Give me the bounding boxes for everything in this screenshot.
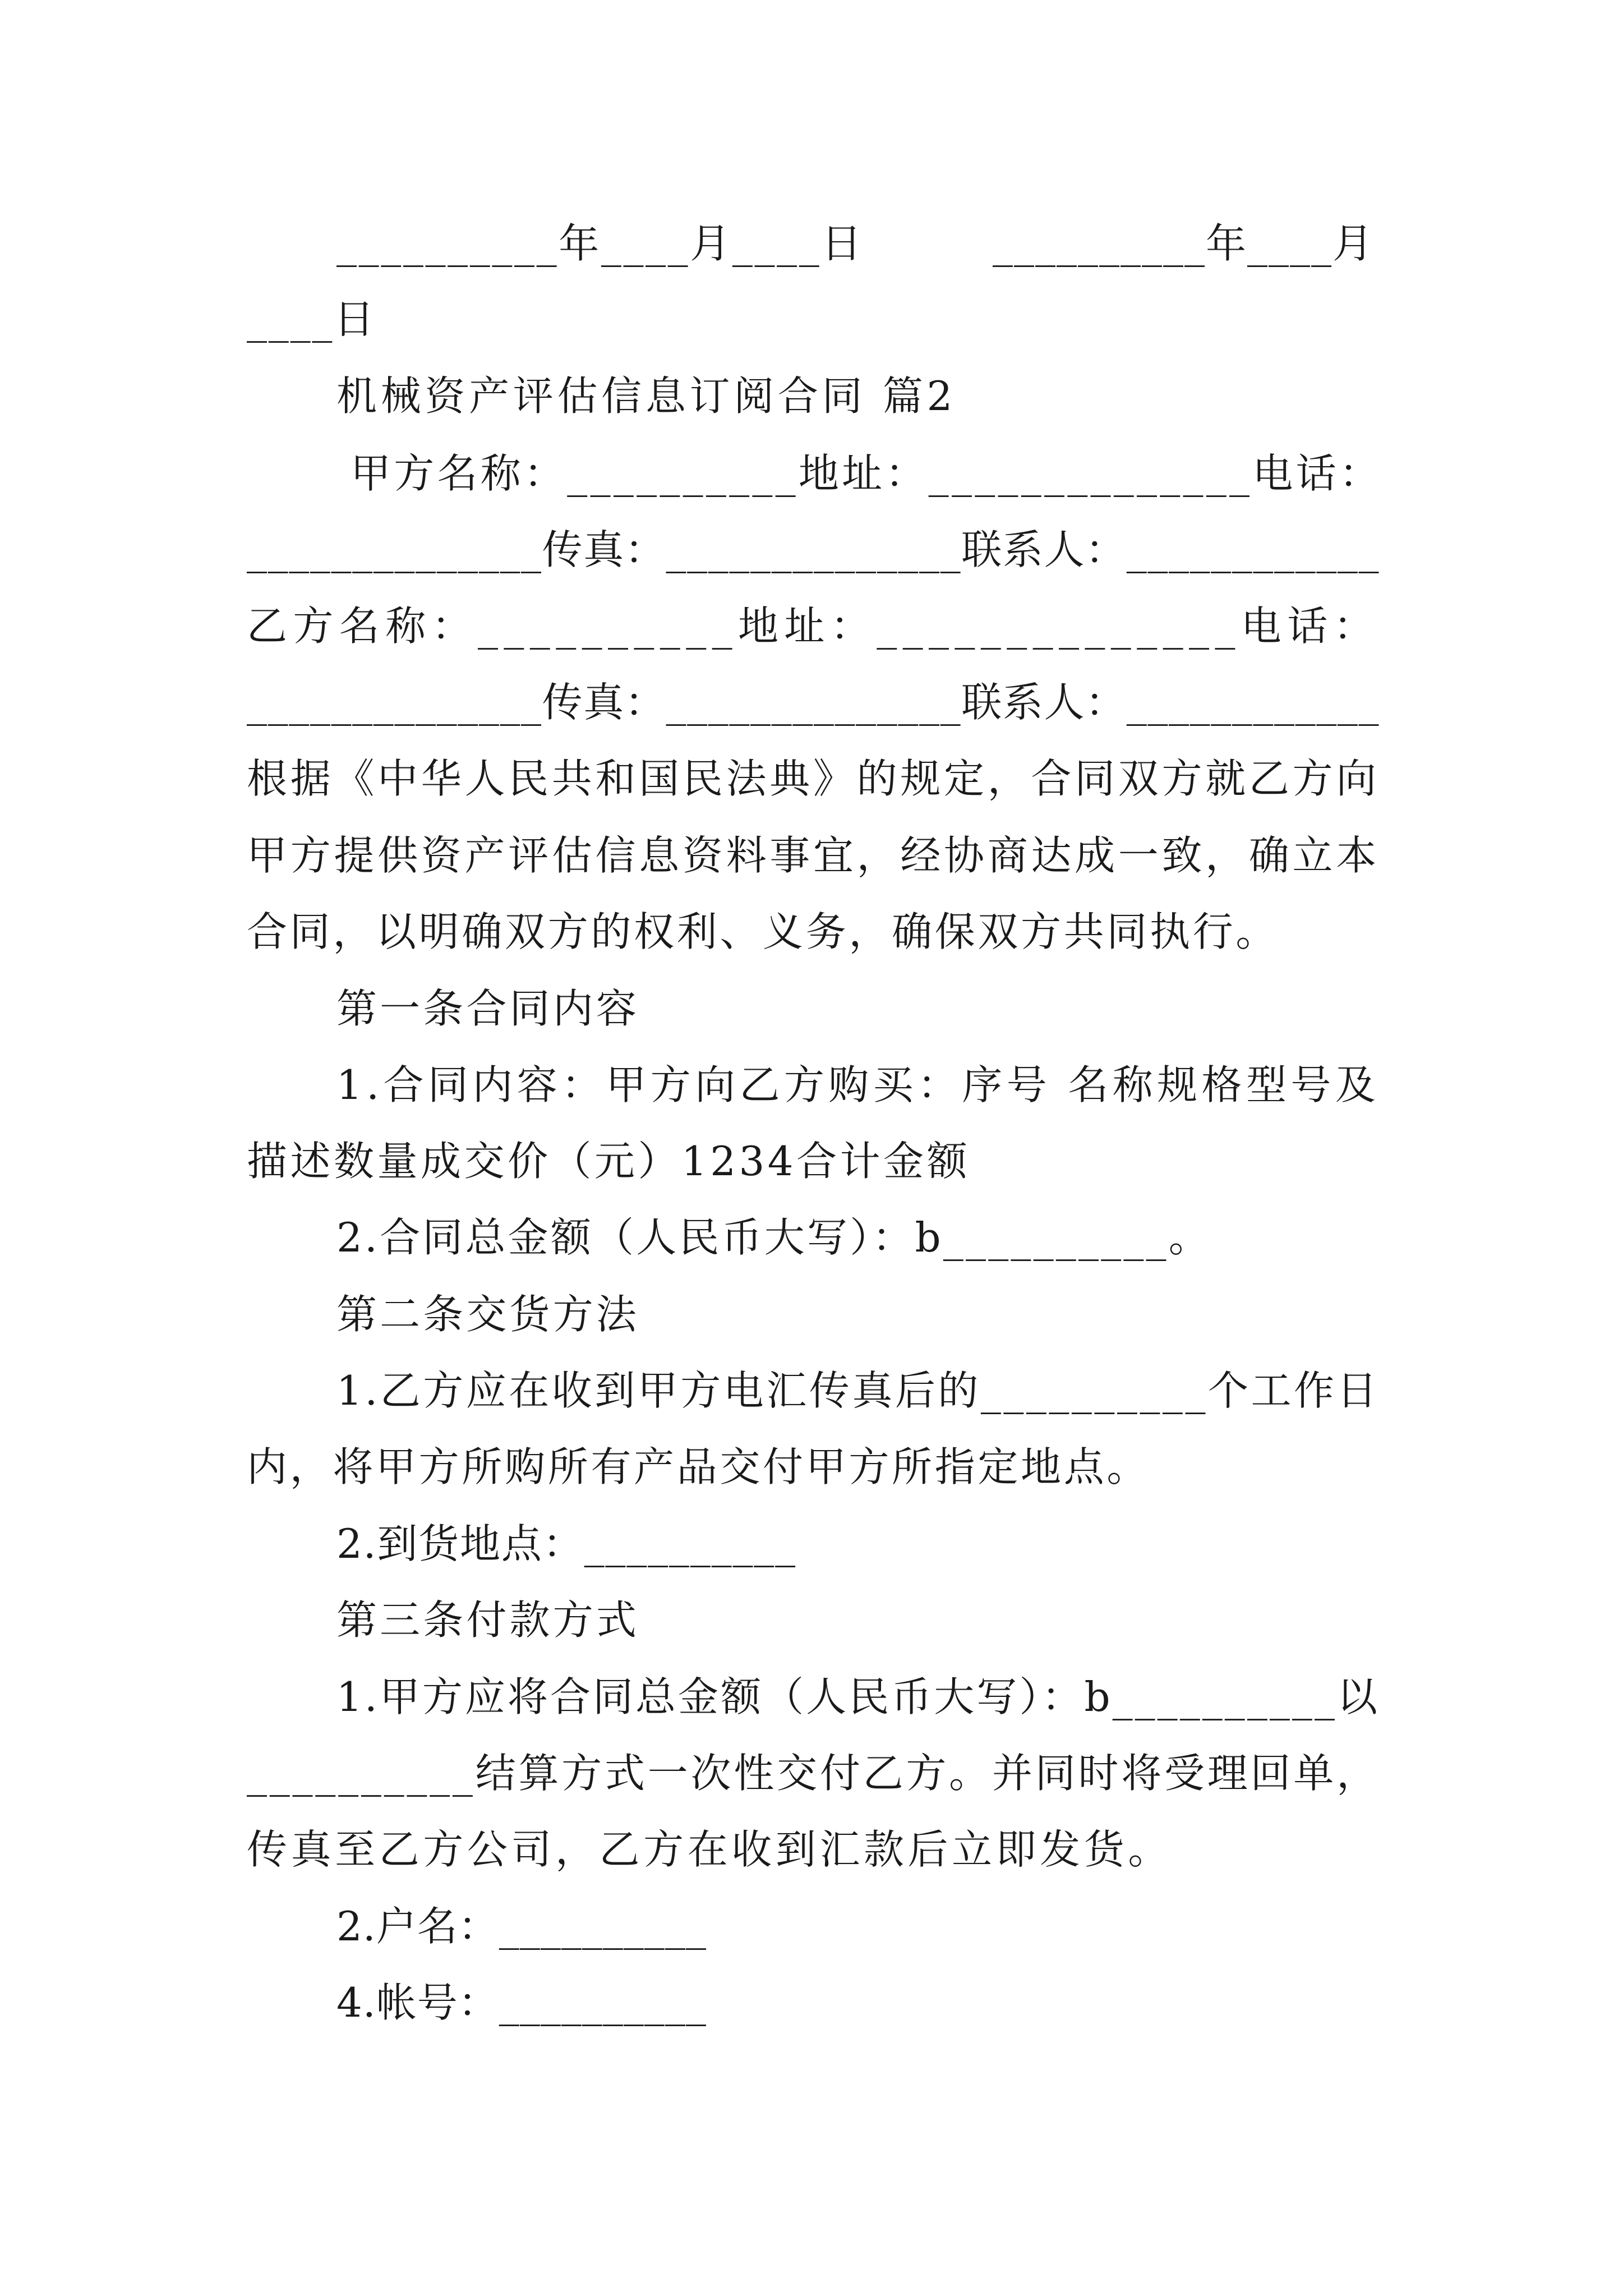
- preamble-line-1: 根据《中华人民共和国民法典》的规定，合同双方就乙方向: [247, 755, 1380, 802]
- article-3-heading: 第三条付款方式: [336, 1596, 639, 1644]
- article-3-item-4: 4.帐号：__________: [336, 1979, 707, 2026]
- party-a-line-1: 甲方名称：__________地址：______________电话：: [351, 450, 1383, 497]
- article-2-item-2: 2.到货地点：__________: [336, 1520, 796, 1567]
- article-3-item-1-line-2: __________结算方式一次性交付乙方。并同时将受理回单，: [247, 1750, 1380, 1797]
- preamble-line-2: 甲方提供资产评估信息资料事宜，经协商达成一致，确立本: [247, 832, 1380, 879]
- party-b-line-2: ______________传真：______________联系人：____________: [247, 679, 1380, 726]
- signature-date-left: __________年____月____日: [336, 220, 864, 267]
- party-b-line-1: 乙方名称：__________地址：______________电话：: [247, 602, 1380, 650]
- article-1-item-1-line-2: 描述数量成交价（元）1234合计金额: [247, 1138, 971, 1185]
- article-2-heading: 第二条交货方法: [336, 1291, 639, 1338]
- article-1-item-1-line-1: 1.合同内容：甲方向乙方购买：序号 名称规格型号及: [336, 1061, 1380, 1108]
- contract-title: 机械资产评估信息订阅合同 篇2: [336, 372, 957, 420]
- preamble-line-3: 合同，以明确双方的权利、义务，确保双方共同执行。: [247, 908, 1279, 955]
- article-1-item-2: 2.合同总金额（人民币大写）：b__________。: [336, 1214, 1211, 1261]
- article-3-item-1-line-1: 1.甲方应将合同总金额（人民币大写）：b__________以: [336, 1673, 1380, 1720]
- signature-date-wrap: ____日: [247, 296, 376, 343]
- article-2-item-1-line-1: 1.乙方应在收到甲方电汇传真后的__________个工作日: [336, 1367, 1380, 1414]
- party-a-line-2: ______________传真：______________联系人：____________: [247, 526, 1380, 573]
- article-3-item-1-line-3: 传真至乙方公司，乙方在收到汇款后立即发货。: [247, 1826, 1172, 1873]
- article-1-heading: 第一条合同内容: [336, 985, 639, 1032]
- article-3-item-2: 2.户名：__________: [336, 1903, 707, 1950]
- article-2-item-1-line-2: 内，将甲方所购所有产品交付甲方所指定地点。: [247, 1443, 1150, 1490]
- signature-date-right: __________年____月: [993, 220, 1374, 267]
